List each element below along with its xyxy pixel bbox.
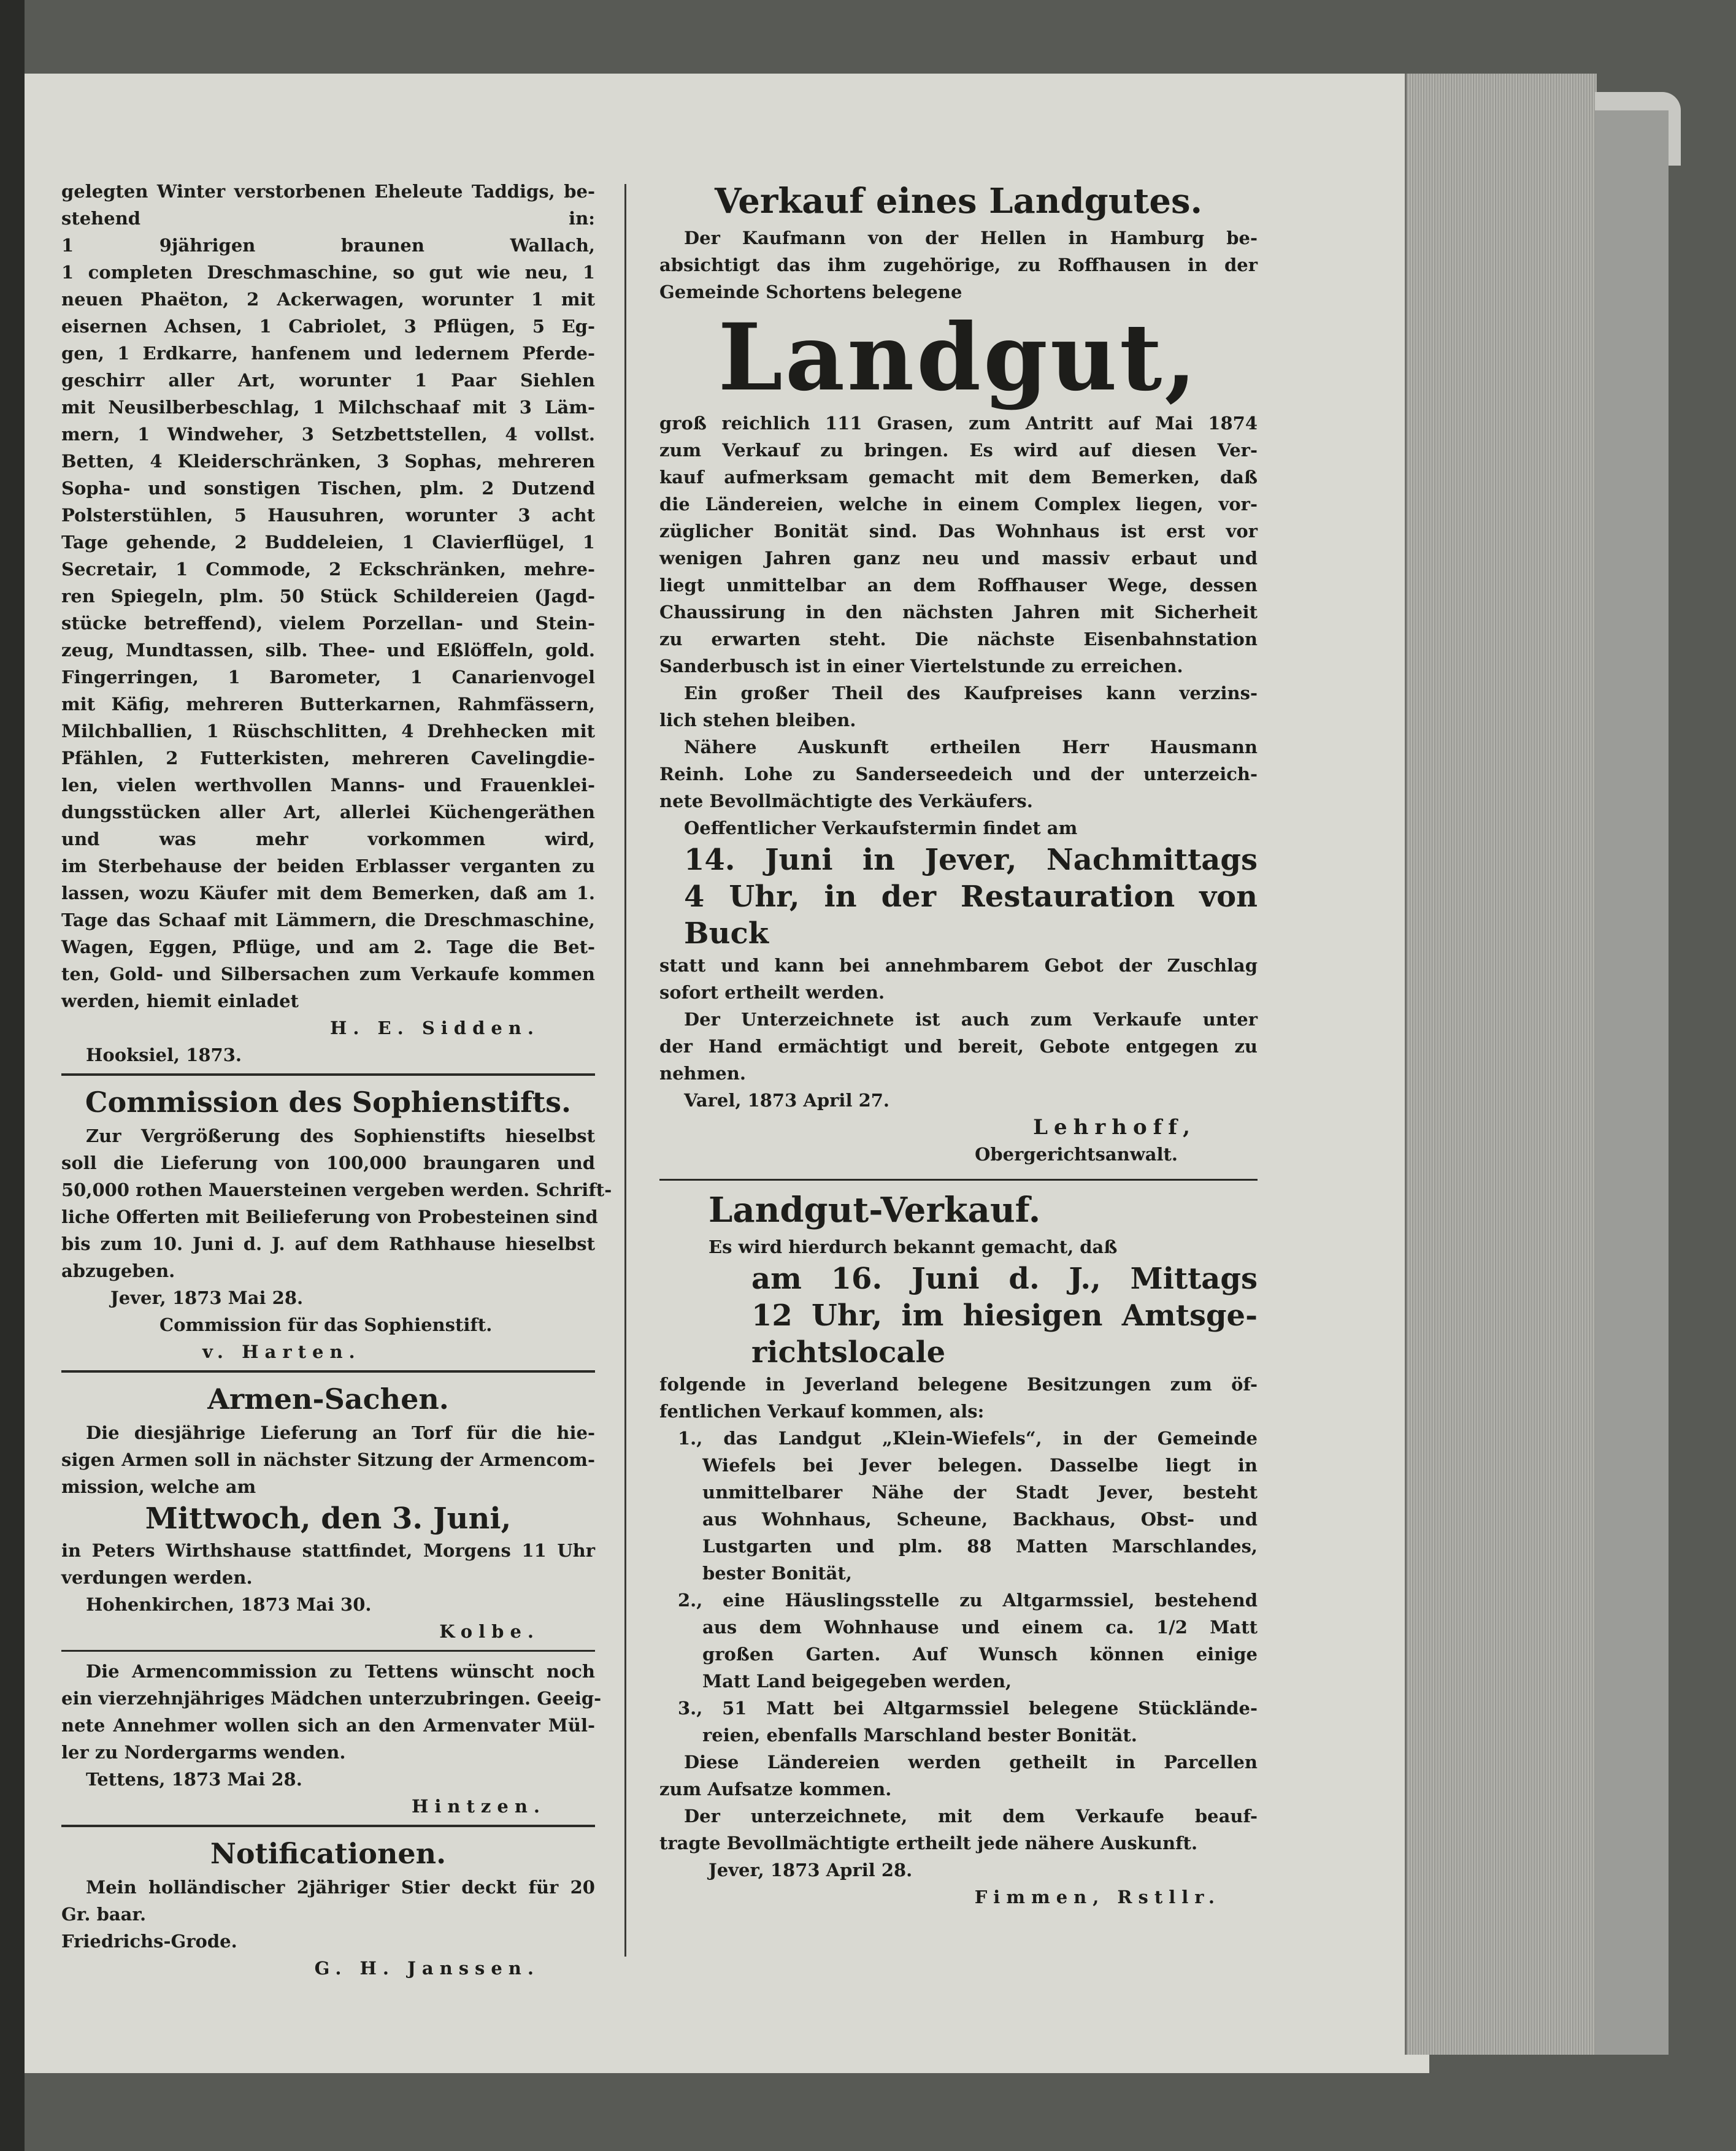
dark-background: [0, 0, 25, 2151]
landgut-intro-line: absichtigt das ihm zugehörige, zu Roffhausen in der: [659, 255, 1258, 275]
landgut2-item-1: [659, 1425, 1258, 1587]
armen-text: [61, 1419, 595, 1500]
landgut-heading: Verkauf eines Landgutes.: [714, 181, 1203, 221]
sophienstift-heading: Commission des Sophienstifts.: [85, 1086, 572, 1119]
notif-heading: Notificationen.: [210, 1837, 447, 1870]
landgut-line: Der Unterzeichnete ist auch zum Verkaufe unter: [684, 1009, 1258, 1030]
armen2-line: ler zu Nordergarms wenden.: [61, 1742, 346, 1763]
estate-line: neuen Phaëton, 2 Ackerwagen, worunter 1 mit: [61, 289, 595, 310]
landgut-line: sofort ertheilt werden.: [659, 982, 885, 1003]
landgut-notice: [659, 178, 1258, 1168]
landgut2-item-3: [659, 1695, 1258, 1749]
landgut-date-line: Buck: [684, 916, 769, 951]
landgut-title: Obergerichtsanwalt.: [975, 1144, 1178, 1165]
landgut2-item-line: 2., eine Häuslingsstelle zu Altgarmssiel, bestehend: [678, 1590, 1258, 1611]
landgut2-text-3: [659, 1803, 1258, 1857]
armen2-line: nete Annehmer wollen sich an den Armenvater Mül-: [61, 1715, 595, 1736]
landgut2-line: Diese Ländereien werden getheilt in Parcellen: [684, 1752, 1258, 1773]
armen2-line: ein vierzehnjähriges Mädchen unterzubringen. Geeig-: [61, 1688, 602, 1709]
right-column: [659, 178, 1258, 1911]
landgut2-heading: Landgut-Verkauf.: [709, 1190, 1041, 1230]
notif-place: Friedrichs-Grode.: [61, 1931, 237, 1952]
estate-line: 1 9jährigen braunen Wallach,: [61, 235, 595, 256]
section-rule: [659, 1179, 1258, 1181]
section-rule: [61, 1825, 595, 1827]
estate-line: und was mehr vorkommen wird,: [61, 829, 595, 849]
landgut-line: wenigen Jahren ganz neu und massiv erbaut und: [659, 548, 1258, 569]
section-rule: [61, 1650, 595, 1652]
landgut-line: nehmen.: [659, 1063, 746, 1084]
estate-line: werden, hiemit einladet: [61, 991, 299, 1011]
estate-line: stücke betreffend), vielem Porzellan- und Stein-: [61, 613, 595, 634]
landgut2-line: Der unterzeichnete, mit dem Verkaufe beauf-: [684, 1806, 1258, 1827]
estate-line: Polsterstühlen, 5 Hausuhren, worunter 3 acht: [61, 505, 595, 526]
left-column: [61, 178, 612, 1982]
landgut-line: die Ländereien, welche in einem Complex liegen, vor-: [659, 494, 1258, 515]
book-page-edges: [1405, 74, 1597, 2055]
estate-signature: H. E. Sidden.: [329, 1018, 540, 1038]
landgut-line: statt und kann bei annehmbarem Gebot der Zuschlag: [659, 955, 1258, 976]
landgut-line: Oeffentlicher Verkaufstermin findet am: [684, 818, 1078, 838]
landgut2-date-line: richtslocale: [751, 1335, 946, 1370]
landgut-signature: Lehrhoff,: [1033, 1115, 1196, 1140]
landgut-intro-line: Der Kaufmann von der Hellen in Hamburg be-: [684, 228, 1258, 248]
landgut2-line: tragte Bevollmächtigte ertheilt jede nähere Auskunft.: [659, 1833, 1198, 1854]
landgut-text-6: [659, 1006, 1258, 1087]
sophienstift-line: abzugeben.: [61, 1260, 175, 1281]
landgut2-intro: Es wird hierdurch bekannt gemacht, daß: [709, 1237, 1118, 1257]
section-rule: [61, 1370, 595, 1373]
estate-line: stehend in:: [61, 208, 595, 229]
estate-place-date: Hooksiel, 1873.: [86, 1045, 242, 1065]
landgut2-line: zum Aufsatze kommen.: [659, 1779, 892, 1800]
landgut-line: groß reichlich 111 Grasen, zum Antritt auf Mai 1874: [659, 413, 1258, 434]
notif-signature: G. H. Janssen.: [314, 1958, 540, 1979]
armen-line: verdungen werden.: [61, 1567, 253, 1588]
book-binding: [1595, 110, 1669, 2055]
landgut2-item-line: Lustgarten und plm. 88 Matten Marschlandes,: [702, 1536, 1258, 1557]
landgut-date-lines: [659, 842, 1258, 952]
estate-line: mit Käfig, mehreren Butterkarnen, Rahmfässern,: [61, 694, 595, 715]
armen-line: Die diesjährige Lieferung an Torf für die hie-: [86, 1422, 595, 1443]
landgut2-item-line: unmittelbarer Nähe der Stadt Jever, besteht: [702, 1482, 1258, 1503]
sophienstift-text: [61, 1122, 612, 1284]
notif-line: Gr. baar.: [61, 1904, 147, 1925]
landgut-text: [659, 410, 1258, 680]
landgut-line: der Hand ermächtigt und bereit, Gebote entgegen zu: [659, 1036, 1258, 1057]
column-divider: [624, 184, 626, 1957]
notif-line: Mein holländischer 2jähriger Stier deckt für 20: [86, 1877, 595, 1898]
landgut2-item-line: reien, ebenfalls Marschland bester Bonität.: [702, 1725, 1137, 1746]
landgut-line: zu erwarten steht. Die nächste Eisenbahnstation: [659, 629, 1258, 650]
landgut2-line: fentlichen Verkauf kommen, als:: [659, 1401, 985, 1422]
estate-line: gen, 1 Erdkarre, hanfenem und ledernem Pferde-: [61, 343, 595, 364]
landgut-line: Ein großer Theil des Kaufpreises kann verzins-: [684, 683, 1258, 704]
landgut-text-3: [659, 734, 1258, 815]
landgut-line: nete Bevollmächtigte des Verkäufers.: [659, 791, 1033, 811]
notif-text: [61, 1874, 595, 1928]
armen-line: sigen Armen soll in nächster Sitzung der Armencom-: [61, 1449, 595, 1470]
landgut2-date-line: 12 Uhr, im hiesigen Amtsge-: [751, 1298, 1258, 1333]
estate-line: Milchballien, 1 Rüschschlitten, 4 Drehhecken mit: [61, 721, 595, 742]
armen-date-line: Mittwoch, den 3. Juni,: [145, 1501, 512, 1536]
landgut2-text: [659, 1371, 1258, 1425]
armen-notice: [61, 1379, 595, 1645]
landgut-big-word: Landgut,: [718, 304, 1199, 412]
estate-sale-text: [61, 178, 595, 1014]
estate-line: zeug, Mundtassen, silb. Thee- und Eßlöffeln, gold.: [61, 640, 595, 661]
landgut2-item-line: großen Garten. Auf Wunsch können einige: [702, 1644, 1258, 1665]
landgut2-text-2: [659, 1749, 1258, 1803]
sophienstift-line: 50,000 rothen Mauersteinen vergeben werden. Schrift-: [61, 1179, 612, 1200]
estate-line: Betten, 4 Kleiderschränken, 3 Sophas, mehreren: [61, 451, 595, 472]
armen-signature: Kolbe.: [439, 1621, 540, 1642]
landgut-date-line: 14. Juni in Jever, Nachmittags: [684, 843, 1258, 877]
sophienstift-notice: [61, 1082, 612, 1365]
landgut-line: lich stehen bleiben.: [659, 710, 856, 730]
estate-line: geschirr aller Art, worunter 1 Paar Siehlen: [61, 370, 595, 391]
landgut2-item-line: aus Wohnhaus, Scheune, Backhaus, Obst- und: [702, 1509, 1258, 1530]
estate-line: Secretair, 1 Commode, 2 Eckschränken, mehre-: [61, 559, 595, 580]
landgut2-date-lines: [659, 1260, 1258, 1371]
landgut2-item-line: 3., 51 Matt bei Altgarmssiel belegene Stücklände-: [678, 1698, 1258, 1719]
estate-line: ten, Gold- und Silbersachen zum Verkaufe kommen: [61, 964, 595, 984]
estate-line: mit Neusilberbeschlag, 1 Milchschaaf mit 3 Läm-: [61, 397, 595, 418]
armen2-place-date: Tettens, 1873 Mai 28.: [86, 1769, 302, 1790]
landgut-line: züglicher Bonität sind. Das Wohnhaus ist erst vor: [659, 521, 1258, 542]
landgut-date-line: 4 Uhr, in der Restauration von: [684, 880, 1258, 914]
armen2-line: Die Armencommission zu Tettens wünscht noch: [86, 1661, 595, 1682]
sophienstift-signature: v. Harten.: [202, 1341, 361, 1362]
landgut-line: Reinh. Lohe zu Sanderseedeich und der unterzeich-: [659, 764, 1258, 784]
sophienstift-place-date: Jever, 1873 Mai 28.: [110, 1287, 304, 1308]
armen2-notice: [61, 1658, 602, 1820]
armen2-text: [61, 1658, 602, 1766]
landgut-intro-line: Gemeinde Schortens belegene: [659, 282, 962, 302]
sophienstift-line: bis zum 10. Juni d. J. auf dem Rathhause hieselbst: [61, 1233, 595, 1254]
sophienstift-line: liche Offerten mit Beilieferung von Probesteinen sind: [61, 1206, 598, 1227]
estate-line: Tage gehende, 2 Buddeleien, 1 Clavierflügel, 1: [61, 532, 595, 553]
landgut-line: liegt unmittelbar an dem Roffhauser Wege, dessen: [659, 575, 1258, 596]
estate-line: Sopha- und sonstigen Tischen, plm. 2 Dutzend: [61, 478, 595, 499]
landgut2-item-line: Matt Land beigegeben werden,: [702, 1671, 1012, 1692]
landgut2-place-date: Jever, 1873 April 28.: [709, 1860, 913, 1881]
landgut2-notice: [659, 1187, 1258, 1911]
landgut2-item-2: [659, 1587, 1258, 1695]
estate-line: eisernen Achsen, 1 Cabriolet, 3 Pflügen, 5 Eg-: [61, 316, 595, 337]
sophienstift-line: soll die Lieferung von 100,000 braungaren und: [61, 1152, 595, 1173]
landgut2-item-line: 1., das Landgut „Klein-Wiefels“, in der Gemeinde: [678, 1428, 1258, 1449]
landgut2-item-line: aus dem Wohnhause und einem ca. 1/2 Matt: [702, 1617, 1258, 1638]
estate-line: im Sterbehause der beiden Erblasser verganten zu: [61, 856, 595, 876]
landgut-text-4: [659, 815, 1258, 842]
estate-sale-notice: [61, 178, 595, 1068]
estate-line: Pfählen, 2 Futterkisten, mehreren Cavelingdie-: [61, 748, 595, 769]
landgut-line: Sanderbusch ist in einer Viertelstunde zu erreichen.: [659, 656, 1183, 677]
estate-line: mern, 1 Windweher, 3 Setzbettstellen, 4 vollst.: [61, 424, 595, 445]
sophienstift-line: Zur Vergrößerung des Sophienstifts hieselbst: [86, 1125, 595, 1146]
armen-place-date: Hohenkirchen, 1873 Mai 30.: [86, 1594, 372, 1615]
armen-line: mission, welche am: [61, 1476, 256, 1497]
estate-line: ren Spiegeln, plm. 50 Stück Schildereien (Jagd-: [61, 586, 595, 607]
notif-notice: [61, 1833, 595, 1982]
estate-line: lassen, wozu Käufer mit dem Bemerken, daß am 1.: [61, 883, 595, 903]
sophienstift-org: Commission für das Sophienstift.: [159, 1314, 493, 1335]
armen-text-2: [61, 1537, 595, 1591]
landgut2-item-line: bester Bonität,: [702, 1563, 852, 1584]
landgut-line: Nähere Auskunft ertheilen Herr Hausmann: [684, 737, 1258, 757]
estate-line: dungsstücken aller Art, allerlei Küchengeräthen: [61, 802, 595, 822]
estate-line: Tage das Schaaf mit Lämmern, die Dreschmaschine,: [61, 910, 595, 930]
landgut-intro: [659, 224, 1258, 305]
landgut2-date-line: am 16. Juni d. J., Mittags: [751, 1262, 1258, 1296]
landgut-place-date: Varel, 1873 April 27.: [684, 1090, 890, 1111]
landgut2-signature: Fimmen, Rstllr.: [974, 1887, 1221, 1908]
estate-line: Fingerringen, 1 Barometer, 1 Canarienvogel: [61, 667, 595, 688]
armen-line: in Peters Wirthshause stattfindet, Morgens 11 Uhr: [61, 1540, 595, 1561]
landgut-line: kauf aufmerksam gemacht mit dem Bemerken, daß: [659, 467, 1258, 488]
landgut-line: zum Verkauf zu bringen. Es wird auf diesen Ver-: [659, 440, 1258, 461]
landgut2-line: folgende in Jeverland belegene Besitzungen zum öf-: [659, 1374, 1258, 1395]
armen-heading: Armen-Sachen.: [207, 1382, 449, 1416]
section-rule: [61, 1073, 595, 1076]
estate-line: gelegten Winter verstorbenen Eheleute Taddigs, be-: [61, 181, 595, 202]
estate-line: Wagen, Eggen, Pflüge, und am 2. Tage die Bet-: [61, 937, 595, 957]
landgut-line: Chaussirung in den nächsten Jahren mit Sicherheit: [659, 602, 1258, 623]
estate-line: 1 completen Dreschmaschine, so gut wie neu, 1: [61, 262, 595, 283]
estate-line: len, vielen werthvollen Manns- und Frauenklei-: [61, 775, 595, 796]
landgut-text-5: [659, 952, 1258, 1006]
armen2-signature: Hintzen.: [412, 1796, 546, 1817]
landgut-text-2: [659, 680, 1258, 734]
landgut2-item-line: Wiefels bei Jever belegen. Dasselbe liegt in: [702, 1455, 1258, 1476]
